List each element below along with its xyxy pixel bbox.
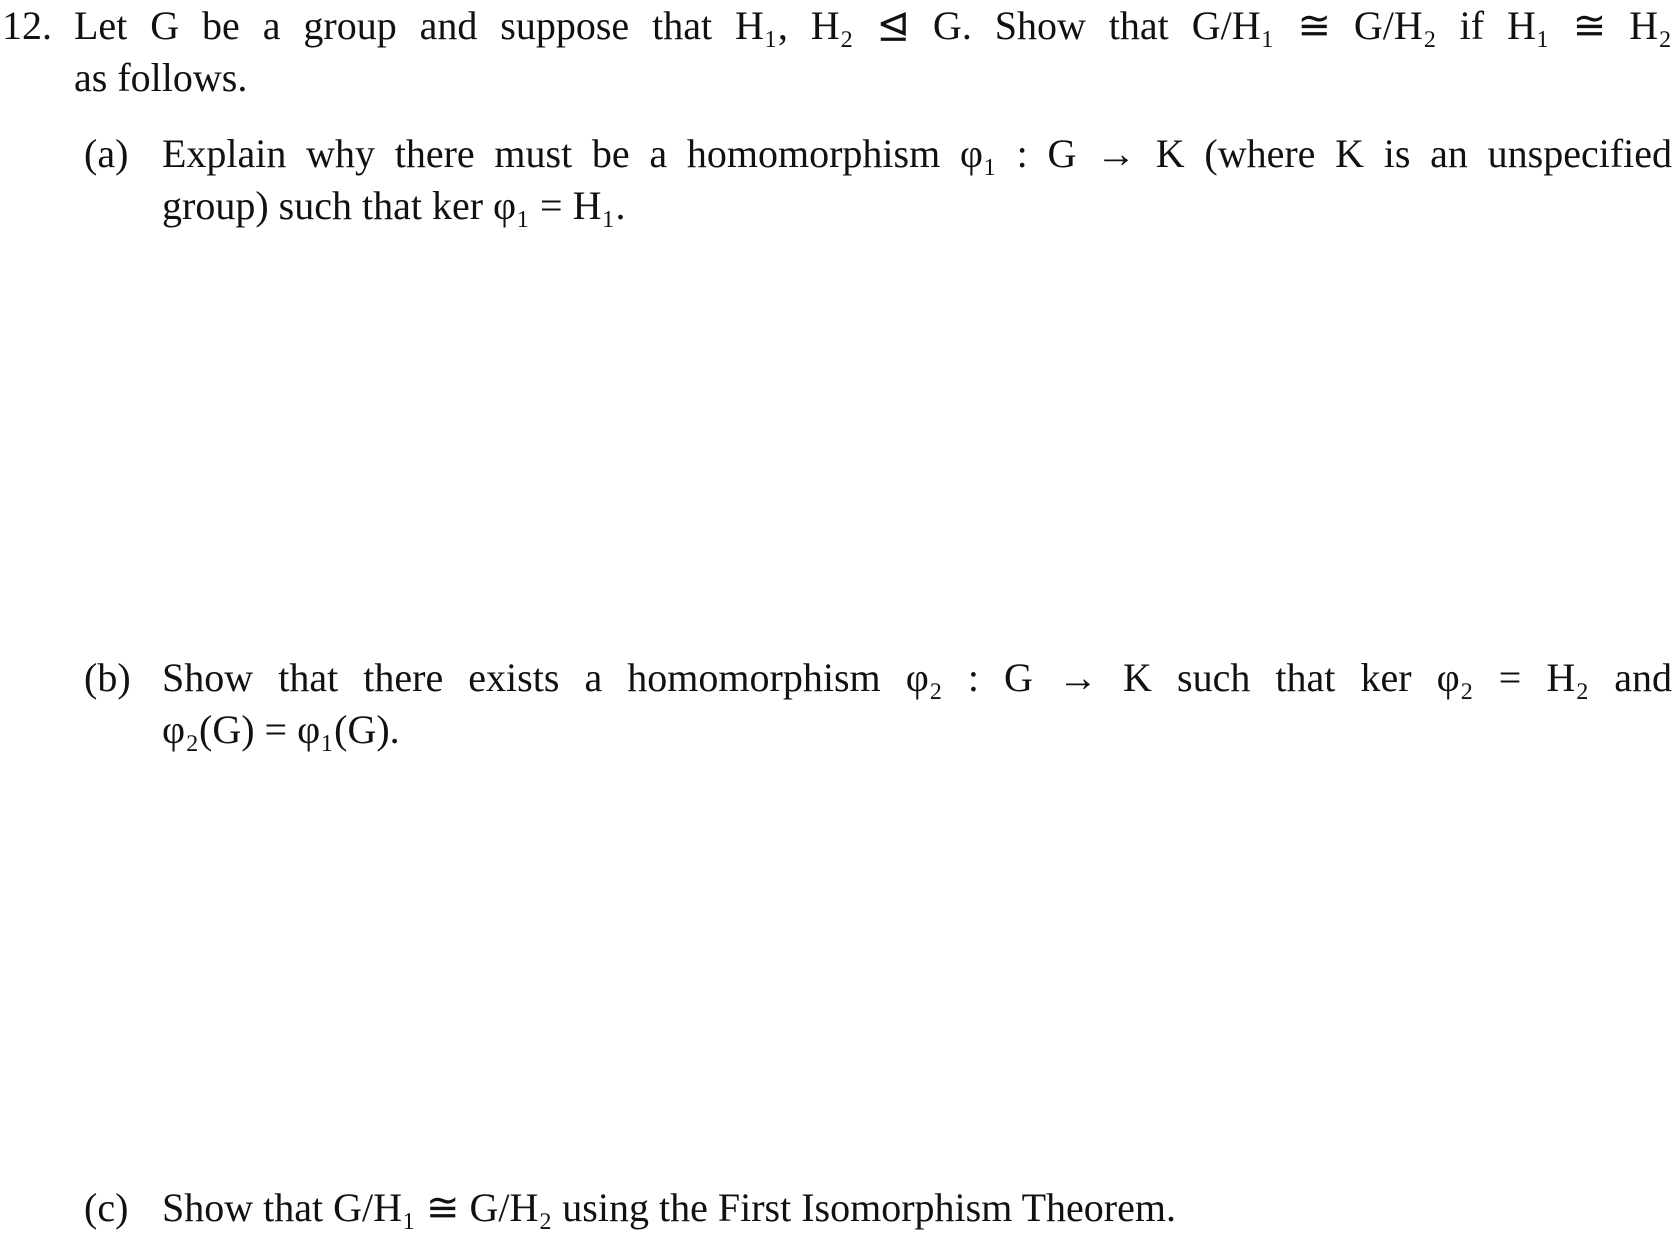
problem-statement-line-2: as follows. [74, 55, 248, 100]
part-a-line-2: group) such that ker φ₁ = H₁. [162, 183, 626, 228]
part-a-line-1: Explain why there must be a homomorphism φ₁ : G → K (where K is an unspecified [162, 131, 1672, 176]
part-c-label: (c) [84, 1185, 129, 1230]
problem-statement-line-1: Let G be a group and suppose that H₁, H₂ ⊴ G. Show that G/H₁ ≅ G/H₂ if H₁ ≅ H₂ [74, 3, 1672, 48]
part-b-label: (b) [84, 655, 131, 700]
problem-number: 12. [2, 3, 52, 48]
part-a-label: (a) [84, 131, 129, 176]
part-c-line-1: Show that G/H₁ ≅ G/H₂ using the First Isomorphism Theorem. [162, 1185, 1176, 1230]
part-b-line-1: Show that there exists a homomorphism φ₂ : G → K such that ker φ₂ = H₂ and [162, 655, 1672, 700]
part-b-line-2: φ₂(G) = φ₁(G). [162, 707, 400, 752]
